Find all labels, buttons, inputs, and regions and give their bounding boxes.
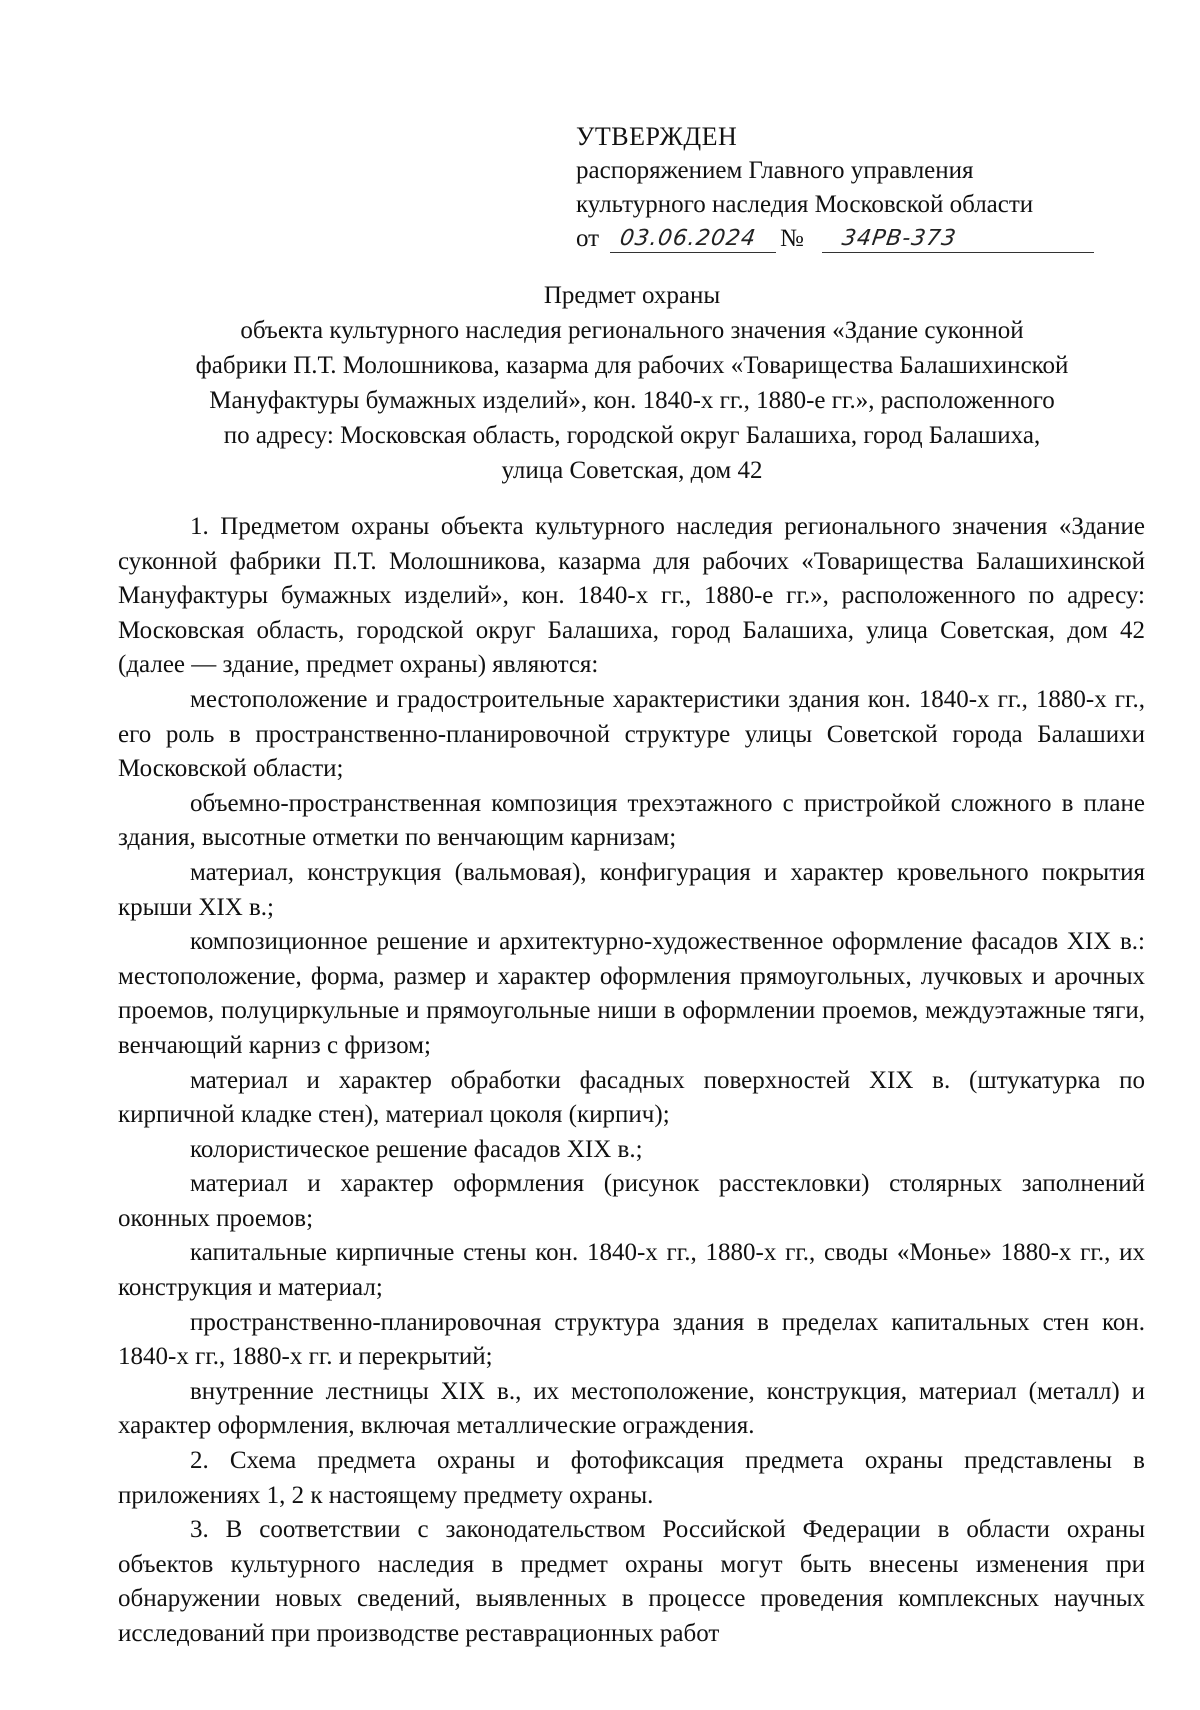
number-label: №: [780, 225, 804, 252]
date-prefix-label: от: [576, 225, 600, 252]
paragraph-walls: капитальные кирпичные стены кон. 1840-х гг., 1880-х гг., своды «Монье» 1880-х гг., их конструкция и материал;: [118, 1239, 1145, 1302]
paragraph-facades: композиционное решение и архитектурно-художественное оформление фасадов XIX в.: местоположение, форма, размер и характер оформления прямоугольных, лучковых и арочных проемов, полуциркульные и прямоугольные ниши в оформлении проемов, междуэтажные тяги, венчающий карниз с фризом;: [118, 928, 1145, 1059]
paragraph-colors: колористическое решение фасадов XIX в.;: [190, 1135, 643, 1163]
paragraph-roof: материал, конструкция (вальмовая), конфигурация и характер кровельного покрытия крыши XIX в.;: [118, 858, 1145, 921]
document-body: [118, 510, 1145, 1652]
handwritten-date: 03.06.2024: [618, 226, 758, 251]
paragraph-planning: пространственно-планировочная структура здания в пределах капитальных стен кон. 1840-х гг., 1880-х гг. и перекрытий;: [118, 1308, 1145, 1371]
handwritten-number: 34РВ-373: [840, 226, 959, 251]
paragraph-stairs: внутренние лестницы XIX в., их местоположение, конструкция, материал (металл) и характер оформления, включая металлические ограждения.: [118, 1377, 1145, 1440]
heading-line: по адресу: Московская область, городской округ Балашиха, город Балашиха,: [223, 422, 1041, 449]
paragraph-volume: объемно-пространственная композиция трехэтажного с пристройкой сложного в плане здания, высотные отметки по венчающим карнизам;: [118, 789, 1145, 852]
approval-title: УТВЕРЖДЕН: [576, 122, 738, 151]
paragraph-item-3: 3. В соответствии с законодательством Российской Федерации в области охраны объектов культурного наследия в предмет охраны могут быть внесены изменения при обнаружении новых сведений, выявленных в процессе проведения комплексных научных исследований при производстве реставрационных работ: [118, 1516, 1145, 1647]
approval-block: [576, 120, 1096, 256]
approval-authority-line-1: распоряжением Главного управления: [576, 157, 974, 184]
heading-line: улица Советская, дом 42: [501, 457, 763, 484]
document-heading: [112, 278, 1152, 488]
paragraph-item-2: 2. Схема предмета охраны и фотофиксация предмета охраны представлены в приложениях 1, 2 к настоящему предмету охраны.: [118, 1447, 1145, 1509]
heading-line: Мануфактуры бумажных изделий», кон. 1840-х гг., 1880-е гг.», расположенного: [209, 387, 1055, 414]
heading-line: объекта культурного наследия регионального значения «Здание суконной: [240, 317, 1024, 344]
paragraph-location: местоположение и градостроительные характеристики здания кон. 1840-х гг., 1880-х гг., его роль в пространственно-планировочной структуре улицы Советской города Балашихи Московской области;: [118, 685, 1145, 783]
heading-line: фабрики П.Т. Молошникова, казарма для рабочих «Товарищества Балашихинской: [195, 352, 1069, 379]
paragraph-windows: материал и характер оформления (рисунок расстекловки) столярных заполнений оконных проемов;: [118, 1170, 1145, 1232]
paragraph-surfaces: материал и характер обработки фасадных поверхностей XIX в. (штукатурка по кирпичной кладке стен), материал цоколя (кирпич);: [118, 1066, 1145, 1129]
approval-date-number-line: [576, 222, 1096, 256]
paragraph-item-1: 1. Предметом охраны объекта культурного наследия регионального значения «Здание суконной фабрики П.Т. Молошникова, казарма для рабочих «Товарищества Балашихинской Мануфактуры бумажных изделий», кон. 1840-х гг., 1880-е гг.», расположенного по адресу: Московская область, городской округ Балашиха, город Балашиха, улица Советская, дом 42 (далее — здание, предмет охраны) являются:: [118, 513, 1145, 679]
approval-authority-line-2: культурного наследия Московской области: [576, 191, 1034, 218]
heading-title: Предмет охраны: [543, 282, 721, 309]
